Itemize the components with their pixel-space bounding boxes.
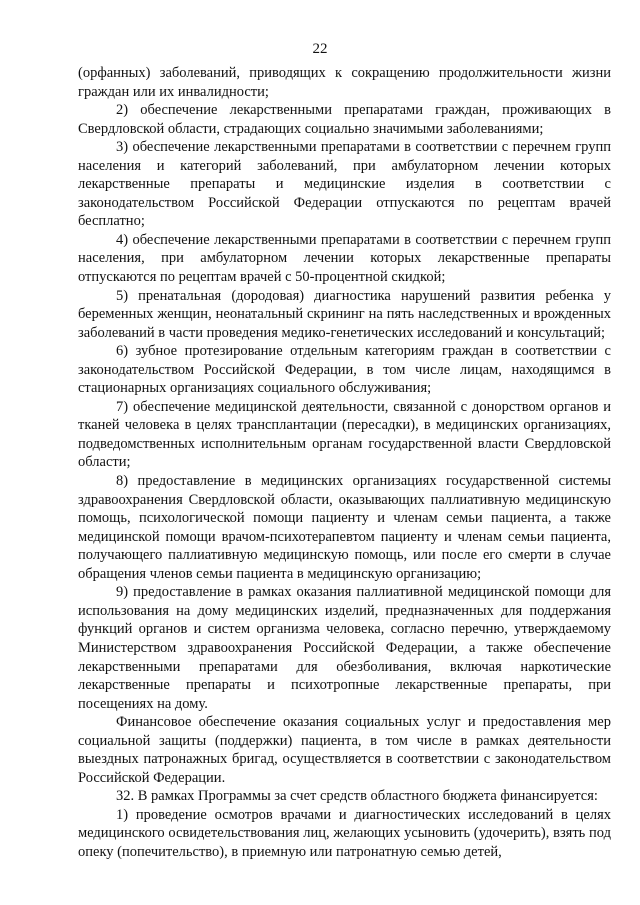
paragraph-item-6: 6) зубное протезирование отдельным категориям граждан в соответствии с законодательством Российской Федерации, в том числе лицам, находящимся в стационарных организациях социального обслуживания; xyxy=(78,343,611,397)
paragraph-item-4: 4) обеспечение лекарственными препаратами в соответствии с перечнем групп населения, при амбулаторном лечении которых лекарственные препараты отпускаются по рецептам врачей с 50-процентной скидкой; xyxy=(78,231,611,286)
paragraph-item-5: 5) пренатальная (дородовая) диагностика нарушений развития ребенка у беременных женщин, неонатальный скрининг на пять наследственных и врожденных заболеваний в части проведения медико-генетических исследований и консультаций; xyxy=(78,287,611,341)
paragraph-item-2: 2) обеспечение лекарственными препаратами граждан, проживающих в Свердловской области, страдающих социально значимыми заболеваниями; xyxy=(78,102,611,137)
paragraph-item-8: 8) предоставление в медицинских организациях государственной системы здравоохранения Свердловской области, оказывающих паллиативную медицинскую помощь, психологической помощи пациенту и членам семьи пациента, а также медицинской помощи врачом-психотерапевтом пациенту и членам семьи пациента, получающего паллиативную медицинскую помощь, или после его смерти в случае обращения членов семьи пациента в медицинскую организацию; xyxy=(78,473,611,582)
paragraph-section-32: 32. В рамках Программы за счет средств областного бюджета финансируется: xyxy=(116,788,598,805)
paragraph-continuation: (орфанных) заболеваний, приводящих к сокращению продолжительности жизни граждан или их инвалидности; xyxy=(78,65,611,100)
paragraph-item-3: 3) обеспечение лекарственными препаратами в соответствии с перечнем групп населения и категорий заболеваний, при амбулаторном лечении которых лекарственные препараты и медицинские изделия в соответствии с законодательством Российской Федерации отпускаются по рецептам врачей бесплатно; xyxy=(78,139,611,230)
paragraph-financing: Финансовое обеспечение оказания социальных услуг и предоставления мер социальной защиты (поддержки) пациента, в том числе в рамках деятельности выездных патронажных бригад, осуществляется в соответствии с законодательством Российской Федерации. xyxy=(78,714,611,786)
paragraph-section-32-item-1: 1) проведение осмотров врачами и диагностических исследований в целях медицинского освидетельствования лиц, желающих усыновить (удочерить), взять под опеку (попечительство), в приемную или патронатную семью детей, xyxy=(78,806,611,860)
document-body xyxy=(78,64,611,862)
paragraph-item-9: 9) предоставление в рамках оказания паллиативной медицинской помощи для использования на дому медицинских изделий, предназначенных для поддержания функций органов и систем организма человека, согласно перечню, утверждаемому Министерством здравоохранения Российской Федерации, а также обеспечение лекарственными препаратами для обезболивания, включая наркотические лекарственные препараты и психотропные лекарственные препараты, при посещениях на дому. xyxy=(78,584,611,712)
page-number: 22 xyxy=(312,41,328,57)
paragraph-item-7: 7) обеспечение медицинской деятельности, связанной с донорством органов и тканей человека в целях трансплантации (пересадки), в медицинских организациях, подведомственных исполнительным органам государственной власти Свердловской области; xyxy=(78,398,611,471)
